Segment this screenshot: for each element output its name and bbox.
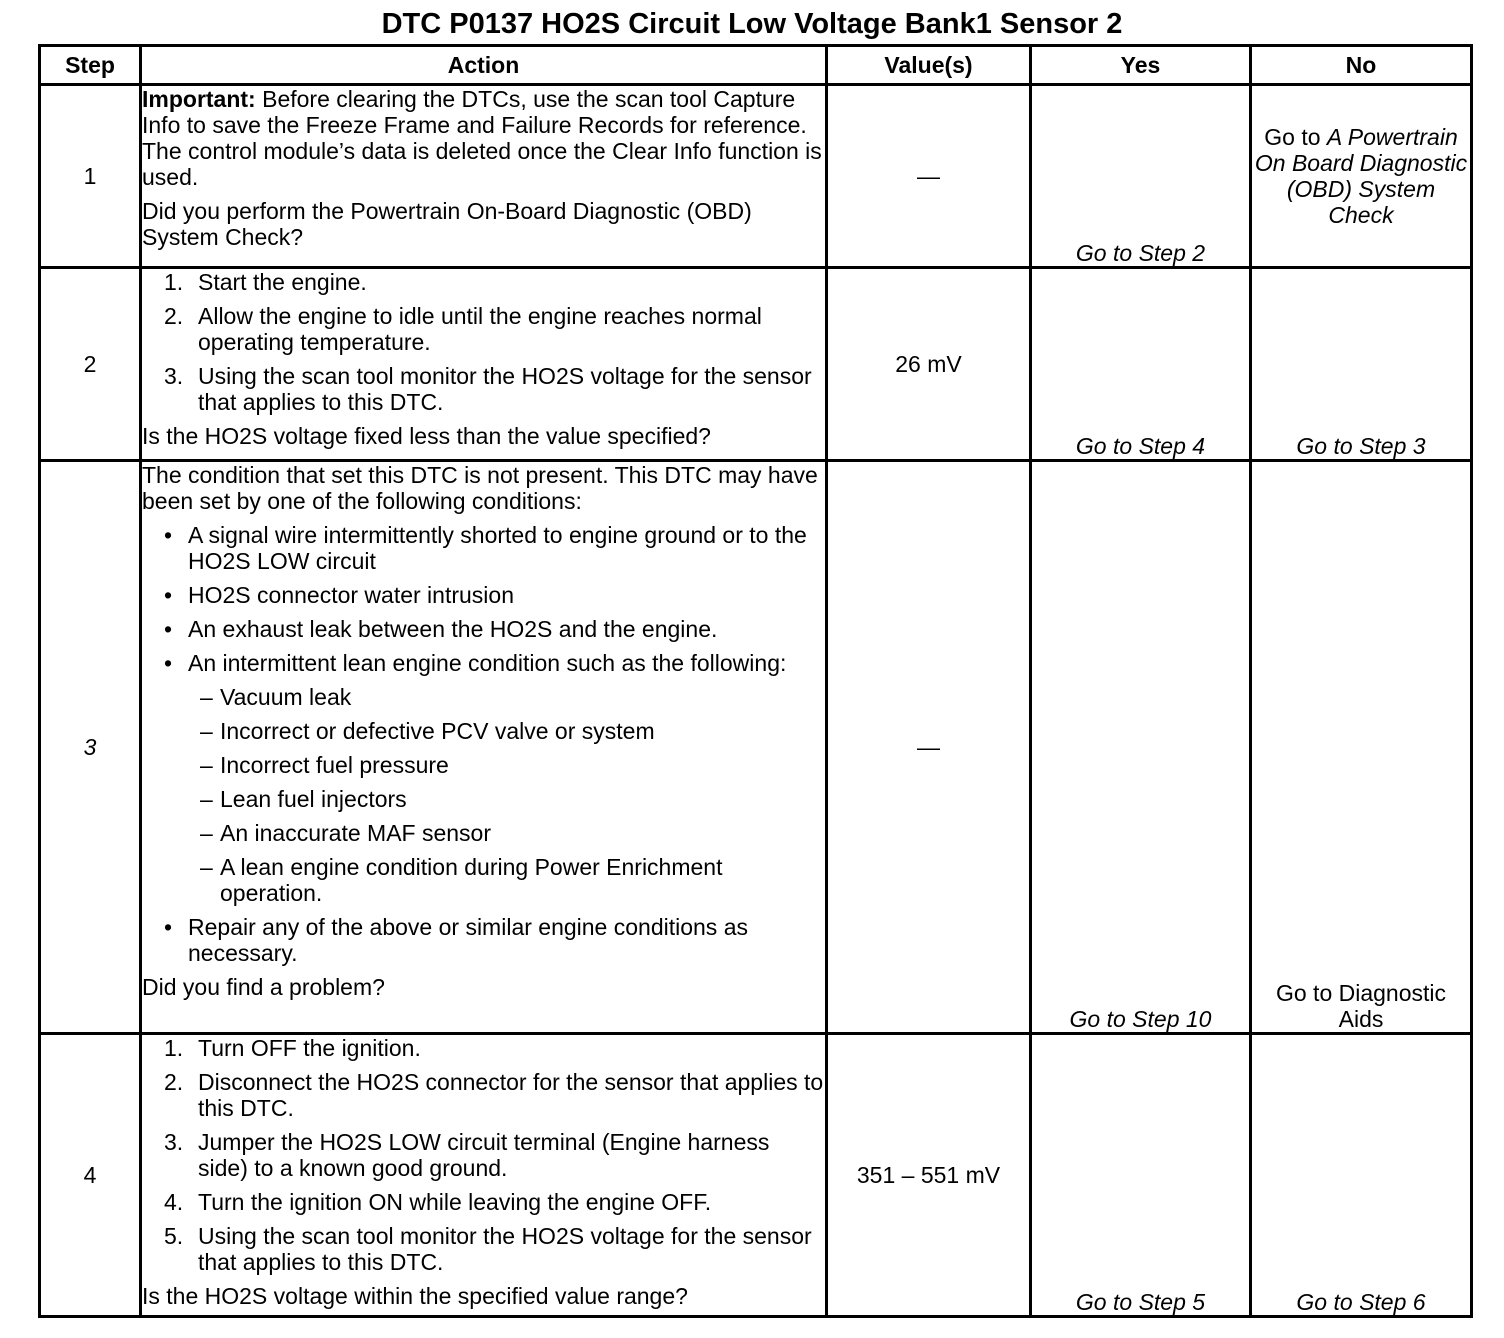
value-cell: —	[827, 461, 1031, 1034]
list-item: • An exhaust leak between the HO2S and the engine.	[164, 616, 718, 642]
header-action: Action	[141, 46, 827, 85]
sub-list-item: – Incorrect or defective PCV valve or system	[200, 718, 655, 744]
header-row	[40, 46, 1472, 85]
diagnostic-table	[38, 44, 1473, 1318]
sub-list-item: – Incorrect fuel pressure	[200, 752, 449, 778]
action-cell	[141, 461, 827, 1034]
list-item: 2. Disconnect the HO2S connector for the sensor that applies to this DTC.	[164, 1069, 824, 1121]
no-link[interactable]	[1251, 85, 1472, 268]
yes-link[interactable]: Go to Step 10	[1031, 461, 1251, 1034]
list-item: • A signal wire intermittently shorted to engine ground or to the HO2S LOW circuit	[164, 522, 807, 574]
numbered-list	[142, 269, 825, 415]
list-item: • Repair any of the above or similar engine conditions as necessary.	[164, 914, 748, 966]
value-cell: —	[827, 85, 1031, 268]
no-link[interactable]: Go to Step 6	[1251, 1034, 1472, 1317]
important-note	[142, 86, 825, 190]
list-item: • HO2S connector water intrusion	[164, 582, 514, 608]
no-link[interactable]: Go to Diagnostic Aids	[1251, 461, 1472, 1034]
action-cell	[141, 85, 827, 268]
list-item: 1. Turn OFF the ignition.	[164, 1035, 421, 1061]
step-question: Did you find a problem?	[142, 974, 385, 1000]
step-number: 4	[40, 1034, 141, 1317]
header-value: Value(s)	[827, 46, 1031, 85]
step-number: 3	[40, 461, 141, 1034]
step-intro: The condition that set this DTC is not present. This DTC may have been set by one of the following conditions:	[142, 462, 818, 514]
bullet-list	[142, 522, 825, 966]
important-text: Before clearing the DTCs, use the scan tool Capture Info to save the Freeze Frame and Failure Records for reference. The control module’s data is deleted once the Clear Info function is used.	[142, 86, 822, 190]
sub-list-item: – Vacuum leak	[200, 684, 352, 710]
obd-check-link[interactable]: A Powertrain On Board Diagnostic (OBD) System Check	[1254, 124, 1468, 228]
sub-list-item: – An inaccurate MAF sensor	[200, 820, 492, 846]
yes-link[interactable]: Go to Step 2	[1031, 85, 1251, 268]
value-cell: 351 – 551 mV	[827, 1034, 1031, 1317]
important-label: Important:	[142, 86, 256, 112]
header-step: Step	[40, 46, 141, 85]
header-yes: Yes	[1031, 46, 1251, 85]
list-item: 4. Turn the ignition ON while leaving the engine OFF.	[164, 1189, 712, 1215]
step-question: Is the HO2S voltage fixed less than the value specified?	[142, 423, 711, 449]
yes-link[interactable]: Go to Step 5	[1031, 1034, 1251, 1317]
yes-link[interactable]: Go to Step 4	[1031, 268, 1251, 461]
list-item: 2. Allow the engine to idle until the engine reaches normal operating temperature.	[164, 303, 762, 355]
action-cell	[141, 268, 827, 461]
page-title: DTC P0137 HO2S Circuit Low Voltage Bank1 Sensor 2	[381, 8, 1123, 40]
list-item: 1. Start the engine.	[164, 269, 367, 295]
step-question: Did you perform the Powertrain On-Board Diagnostic (OBD) System Check?	[142, 198, 752, 250]
no-prefix: Go to	[1264, 124, 1327, 150]
table-row-step-4	[40, 1034, 1472, 1317]
action-cell	[141, 1034, 827, 1317]
step-number: 2	[40, 268, 141, 461]
sub-list-item: – A lean engine condition during Power Enrichment operation.	[200, 854, 723, 906]
sub-list	[188, 684, 825, 906]
table-row-step-2	[40, 268, 1472, 461]
header-no: No	[1251, 46, 1472, 85]
step-number: 1	[40, 85, 141, 268]
step-question: Is the HO2S voltage within the specified value range?	[142, 1283, 688, 1309]
table-row-step-3	[40, 461, 1472, 1034]
list-item: 3. Using the scan tool monitor the HO2S voltage for the sensor that applies to this DTC.	[164, 363, 812, 415]
sub-list-item: – Lean fuel injectors	[200, 786, 407, 812]
numbered-list	[142, 1035, 825, 1275]
list-item: • An intermittent lean engine condition such as the following: – Vacuum leak – Incorrect or defective PCV valve or system – Incorrect fuel pressure – Lean fuel injectors – An inaccurate MAF sensor – A lean engine condition during Power Enrichment operation.	[142, 650, 825, 906]
table-row-step-1	[40, 85, 1472, 268]
list-item: 3. Jumper the HO2S LOW circuit terminal (Engine harness side) to a known good ground.	[164, 1129, 770, 1181]
list-item: 5. Using the scan tool monitor the HO2S voltage for the sensor that applies to this DTC.	[164, 1223, 812, 1275]
no-link[interactable]: Go to Step 3	[1251, 268, 1472, 461]
value-cell: 26 mV	[827, 268, 1031, 461]
